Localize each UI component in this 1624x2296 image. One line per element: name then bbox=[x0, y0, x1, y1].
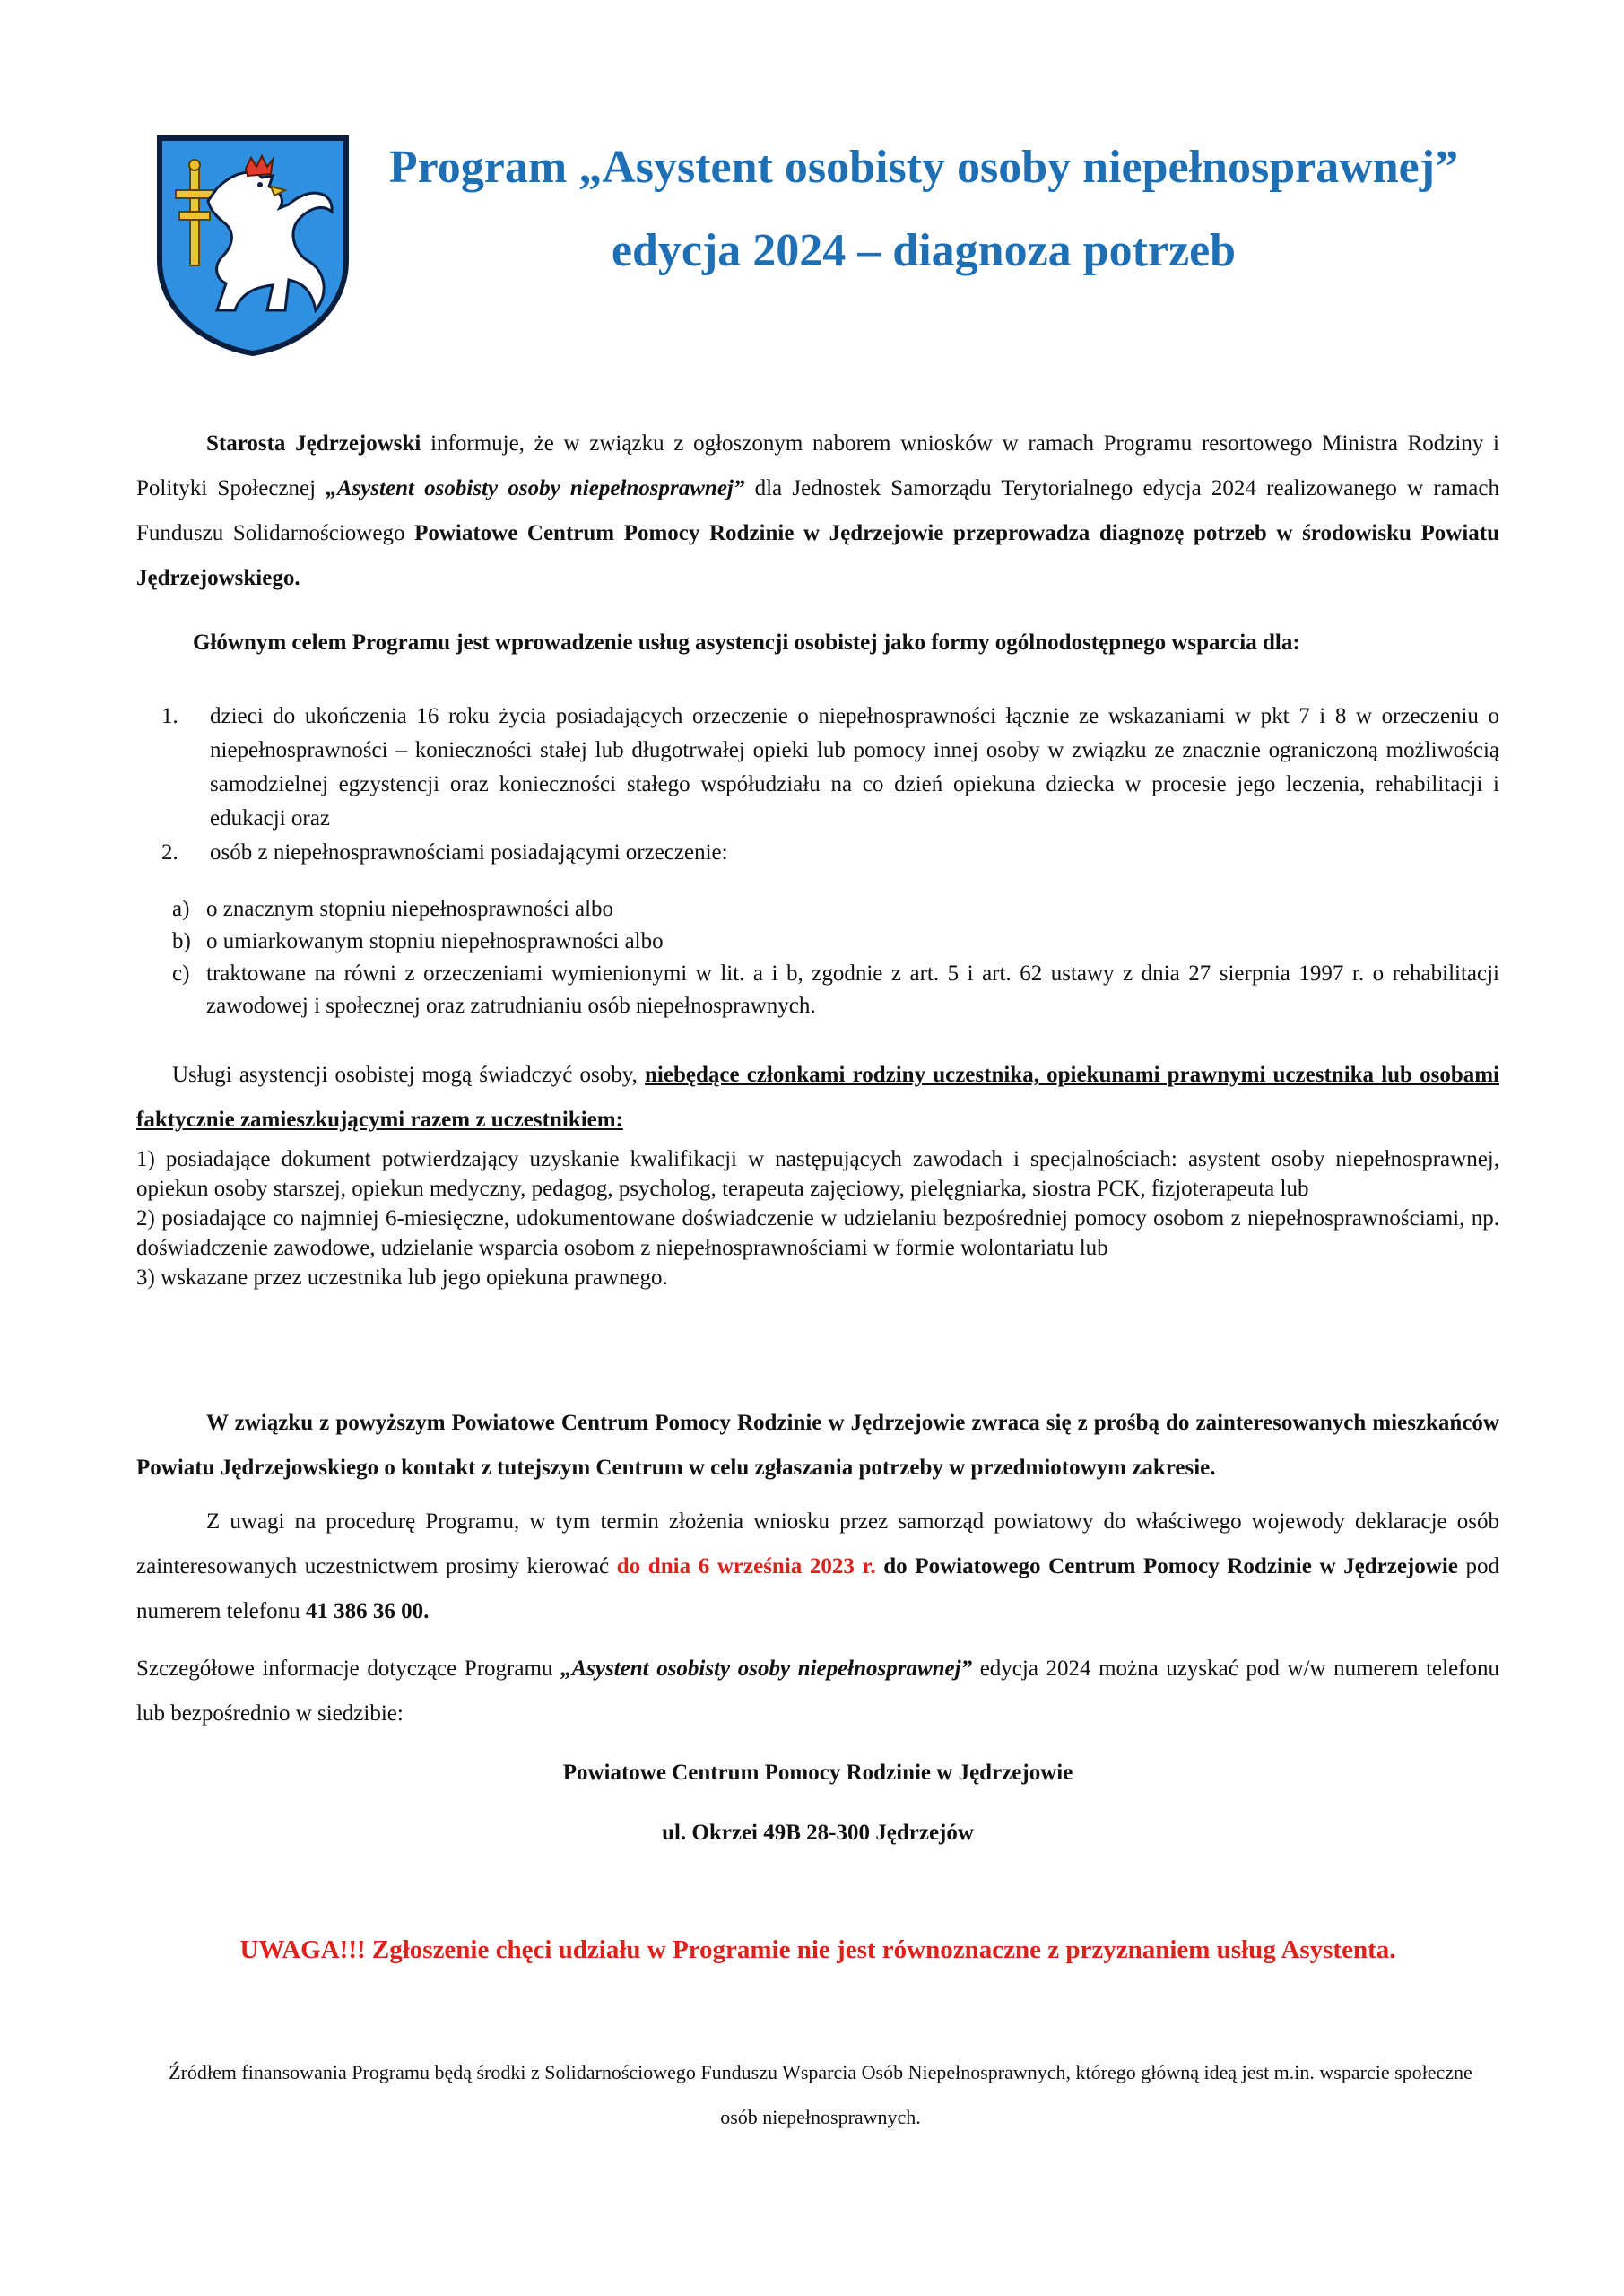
services-underlined: niebędące członkami rodziny uczestnika, opiekunami prawnymi uczestnika lub osobami faktycznie zamieszkującymi razem z uczestnikiem: bbox=[136, 1063, 1499, 1132]
list-item-letter: b) bbox=[172, 929, 191, 953]
list-item bbox=[136, 836, 1499, 870]
intro-lead: Starosta Jędrzejowski bbox=[206, 431, 421, 456]
list-item-text: osób z niepełnosprawnościami posiadającymi orzeczenie: bbox=[210, 840, 728, 865]
list-item-number: 1. bbox=[161, 704, 178, 728]
list-item: 3) wskazane przez uczestnika lub jego opiekuna prawnego. bbox=[136, 1265, 668, 1290]
services-items bbox=[136, 1144, 1499, 1292]
goal-heading: Głównym celem Programu jest wprowadzenie usług asystencji osobistej jako formy ogólnodostępnego wsparcia dla: bbox=[193, 631, 1300, 655]
details-program-name: „Asystent osobisty osoby niepełnosprawnej” bbox=[560, 1657, 973, 1681]
intro-bold-tail: Powiatowe Centrum Pomocy Rodzinie w Jędrzejowie przeprowadza diagnozę potrzeb w środowisku Powiatu Jędrzejowskiego. bbox=[136, 521, 1499, 590]
services-lead: Usługi asystencji osobistej mogą świadczyć osoby, bbox=[172, 1063, 646, 1087]
list-item bbox=[136, 926, 1499, 958]
list-item bbox=[136, 958, 1499, 1022]
funding-footer: Źródłem finansowania Programu będą środki z Solidarnościowego Funduszu Wsparcia Osób Niepełnosprawnych, którego główną ideą jest m.in. wsparcie społeczne osób niepełnosprawnych. bbox=[169, 2061, 1472, 2128]
deadline-paragraph bbox=[136, 1500, 1499, 1634]
list-item-text: o umiarkowanym stopniu niepełnosprawności albo bbox=[206, 929, 664, 953]
services-paragraph bbox=[136, 1053, 1499, 1143]
deadline-institution: do Powiatowego Centrum Pomocy Rodzinie w Jędrzejowie bbox=[875, 1554, 1458, 1578]
intro-text-1: informuje, że w związku z ogłoszonym naborem wniosków w ramach Programu resortowego Ministra Rodziny i Polityki Społecznej bbox=[136, 431, 1499, 500]
details-paragraph bbox=[136, 1647, 1499, 1736]
alpha-list bbox=[136, 893, 1499, 1022]
list-item-letter: c) bbox=[172, 961, 190, 986]
list-item-text: traktowane na równi z orzeczeniami wymienionymi w lit. a i b, zgodnie z art. 5 i art. 62 ustawy z dnia 27 sierpnia 1997 r. o rehabilitacji zawodowej i społecznej oraz zatrudnianiu osób niepełnosprawnych. bbox=[206, 961, 1499, 1018]
warning-notice: UWAGA!!! Zgłoszenie chęci udziału w Programie nie jest równoznaczne z przyznaniem usług Asystenta. bbox=[239, 1935, 1396, 1964]
intro-program-name: „Asystent osobisty osoby niepełnosprawnej” bbox=[326, 476, 745, 500]
numbered-list bbox=[136, 700, 1499, 870]
intro-text-2: dla Jednostek Samorządu Terytorialnego edycja 2024 realizowanego w ramach Funduszu Solidarnościowego bbox=[136, 476, 1499, 545]
address-street: ul. Okrzei 49B 28-300 Jędrzejów bbox=[662, 1821, 974, 1845]
page-title: Program „Asystent osobisty osoby niepełnosprawnej” bbox=[388, 142, 1459, 193]
list-item-text: o znacznym stopniu niepełnosprawności albo bbox=[206, 897, 614, 921]
list-item: 1) posiadające dokument potwierdzający uzyskanie kwalifikacji w następujących zawodach i specjalnościach: asystent osoby niepełnosprawnej, opiekun osoby starszej, opiekun medyczny, pedagog, psycholog, terapeuta zajęciowy, pielęgniarka, siostra PCK, fizjoterapeuta lub bbox=[136, 1147, 1499, 1201]
details-text-1: Szczegółowe informacje dotyczące Programu bbox=[136, 1657, 560, 1681]
deadline-text-1: Z uwagi na procedurę Programu, w tym termin złożenia wniosku przez samorząd powiatowy do właściwego wojewody deklaracje osób zainteresowanych uczestnictwem prosimy kierować bbox=[136, 1509, 1499, 1578]
phone-number: 41 386 36 00. bbox=[305, 1599, 430, 1623]
list-item-number: 2. bbox=[161, 840, 178, 865]
list-item bbox=[136, 700, 1499, 836]
list-item bbox=[136, 893, 1499, 926]
page-subtitle: edycja 2024 – diagnoza potrzeb bbox=[611, 225, 1237, 276]
list-item-letter: a) bbox=[172, 897, 190, 921]
intro-paragraph bbox=[136, 422, 1499, 601]
address-name: Powiatowe Centrum Pomocy Rodzinie w Jędrzejowie bbox=[562, 1761, 1073, 1785]
deadline-text-2: pod numerem telefonu bbox=[136, 1554, 1500, 1623]
list-item: 2) posiadające co najmniej 6-miesięczne, udokumentowane doświadczenie w udzielaniu bezpośredniej pomocy osobom z niepełnosprawnościami, np. doświadczenie zawodowe, udzielanie wsparcia osobom z niepełnosprawnościami w formie wolontariatu lub bbox=[136, 1206, 1499, 1260]
crest-icon bbox=[154, 135, 352, 357]
appeal-paragraph: W związku z powyższym Powiatowe Centrum Pomocy Rodzinie w Jędrzejowie zwraca się z prośbą do zainteresowanych mieszkańców Powiatu Jędrzejowskiego o kontakt z tutejszym Centrum w celu zgłaszania potrzeby w przedmiotowym zakresie. bbox=[136, 1411, 1499, 1480]
details-text-2: edycja 2024 można uzyskać pod w/w numerem telefonu lub bezpośrednio w siedzibie: bbox=[136, 1657, 1499, 1726]
deadline-date: do dnia 6 września 2023 r. bbox=[616, 1554, 876, 1578]
list-item-text: dzieci do ukończenia 16 roku życia posiadających orzeczenie o niepełnosprawności łącznie ze wskazaniami w pkt 7 i 8 w orzeczeniu o niepełnosprawności – konieczności stałej lub długotrwałej opieki lub pomocy innej osoby w związku ze znacznie ograniczoną możliwością samodzielnej egzystencji oraz konieczności stałego współudziału na co dzień opiekuna dziecka w procesie jego leczenia, rehabilitacji i edukacji oraz bbox=[210, 704, 1499, 831]
